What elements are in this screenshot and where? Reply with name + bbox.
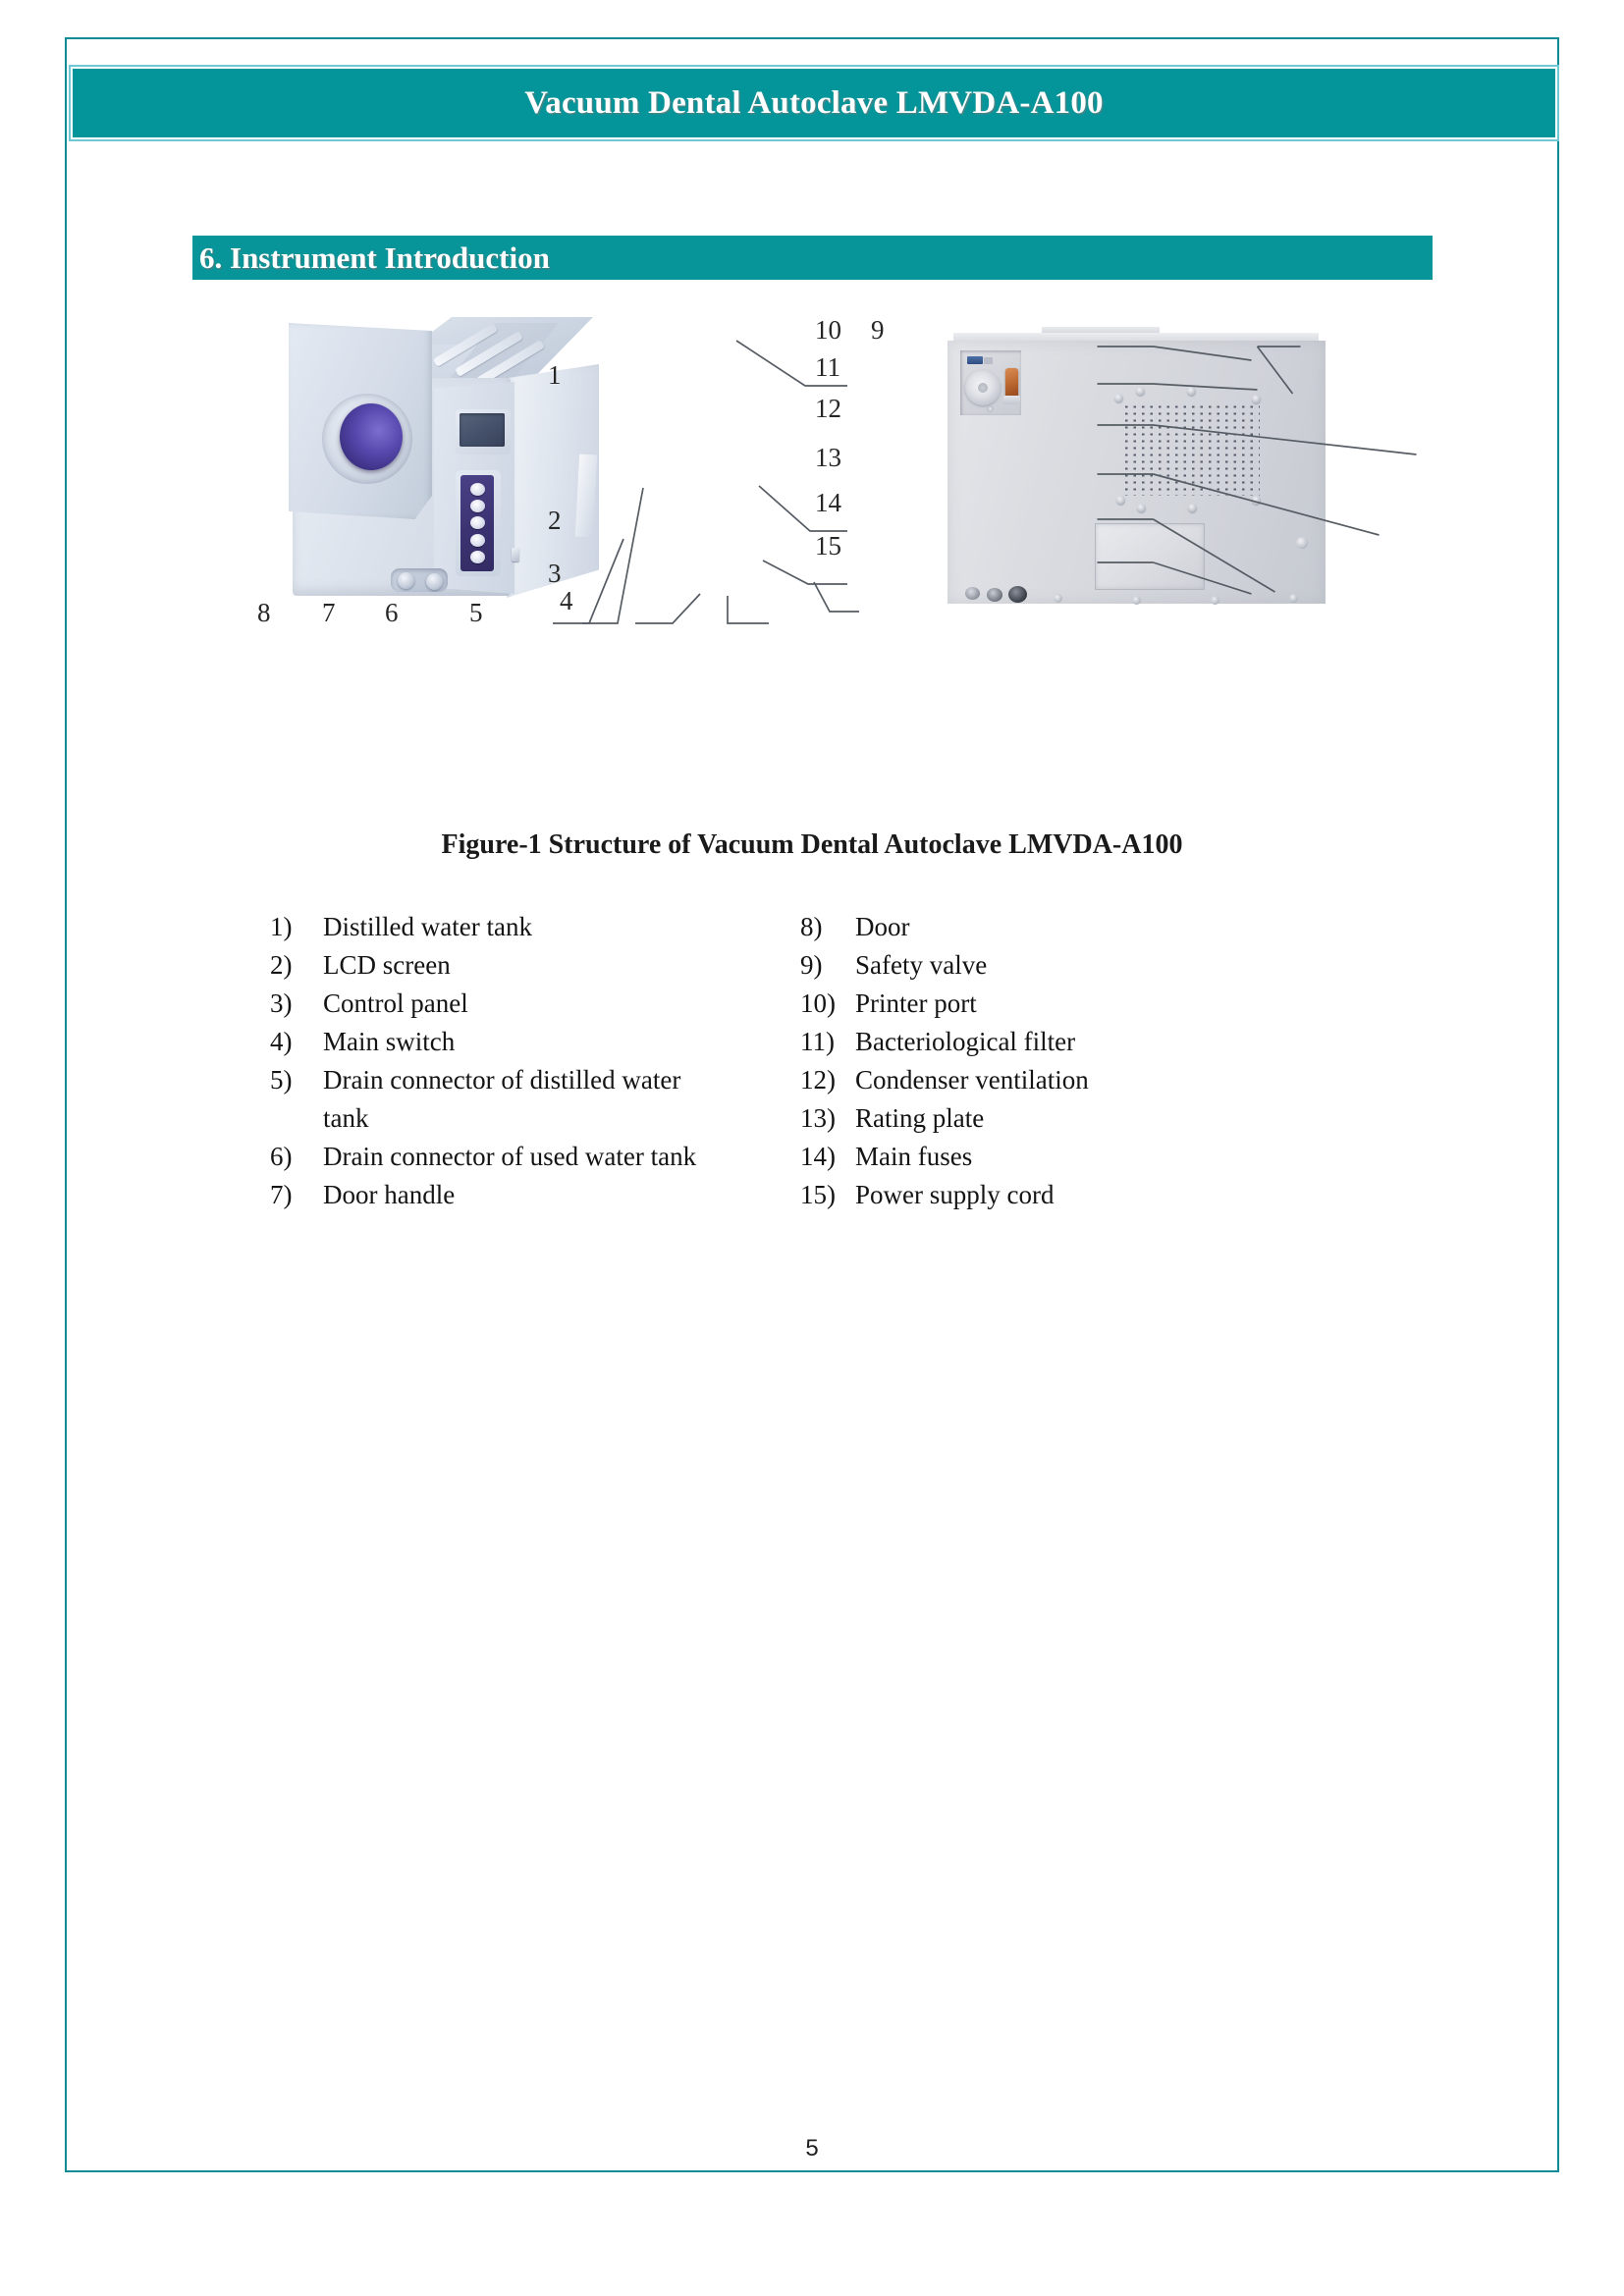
- front-callout-3: 3: [548, 559, 562, 588]
- rear-callout-10: 10: [815, 315, 841, 345]
- list-item-number: 4): [270, 1027, 293, 1056]
- list-item-label: Drain connector of used water tank: [323, 1142, 697, 1171]
- vent-screw: [1252, 496, 1261, 505]
- parts-list: [270, 908, 1350, 1214]
- front-callout-5: 5: [469, 598, 483, 627]
- front-callout-6: 6: [385, 598, 399, 627]
- rear-view-illustration: [800, 299, 1384, 790]
- rear-callout-13: 13: [815, 443, 841, 472]
- main-switch: [512, 548, 519, 561]
- list-item-label: Safety valve: [855, 950, 988, 980]
- list-item-number: 2): [270, 950, 293, 980]
- list-item-label: LCD screen: [323, 950, 451, 980]
- list-item-number: 8): [800, 912, 823, 941]
- page-number: 5: [805, 2135, 819, 2162]
- list-item: [270, 908, 731, 946]
- rear-callout-9: 9: [871, 315, 885, 345]
- document-header-bar: [73, 69, 1555, 137]
- list-item-label: Power supply cord: [855, 1180, 1055, 1209]
- rear-connector: [1008, 586, 1027, 603]
- list-item-number: 7): [270, 1180, 293, 1209]
- list-item-label: Drain connector of distilled water tank: [323, 1065, 681, 1133]
- rear-bay-knob: [987, 405, 994, 412]
- rear-bottom-screw: [1289, 594, 1298, 603]
- section-heading-text: 6. Instrument Introduction: [199, 240, 550, 275]
- list-item-number: 15): [800, 1180, 836, 1209]
- vent-screw: [1136, 387, 1145, 396]
- rear-callout-14: 14: [815, 488, 841, 517]
- control-panel-button: [470, 500, 485, 512]
- list-item: [800, 1061, 1213, 1099]
- lcd-screen: [460, 413, 505, 447]
- door-handle-window: [340, 403, 403, 470]
- rear-callout-15: 15: [815, 531, 841, 561]
- autoclave-front-unit: [283, 317, 617, 621]
- safety-valve: [1005, 368, 1018, 398]
- parts-list-right-column: [800, 908, 1213, 1214]
- list-item: [800, 1176, 1213, 1214]
- vent-screw: [1187, 387, 1196, 396]
- safety-valve-base: [1003, 396, 1020, 404]
- list-item-label: Door: [855, 912, 910, 941]
- list-item-number: 9): [800, 950, 823, 980]
- document-header: [69, 65, 1559, 141]
- front-callout-7: 7: [322, 598, 336, 627]
- list-item-label: Main fuses: [855, 1142, 973, 1171]
- list-item: [270, 1138, 731, 1176]
- list-item-label: Bacteriological filter: [855, 1027, 1076, 1056]
- list-item-number: 13): [800, 1103, 836, 1133]
- vent-screw: [1114, 394, 1123, 402]
- list-item: [270, 1061, 731, 1138]
- rear-side-screw: [1296, 537, 1308, 549]
- list-item-label: Door handle: [323, 1180, 456, 1209]
- drain-connector-used-water: [398, 572, 414, 589]
- section-heading-bar: [192, 236, 1433, 280]
- list-item-label: Printer port: [855, 988, 977, 1018]
- rear-bottom-screw: [1054, 594, 1062, 603]
- list-item: [800, 946, 1213, 985]
- list-item-number: 6): [270, 1142, 293, 1171]
- rear-callout-11: 11: [815, 352, 840, 382]
- list-item-number: 1): [270, 912, 293, 941]
- list-item-number: 12): [800, 1065, 836, 1095]
- control-panel-button: [470, 483, 485, 496]
- main-fuse-connector: [987, 588, 1002, 602]
- drain-connector-distilled-water: [426, 573, 443, 590]
- vent-screw: [1188, 504, 1197, 512]
- rear-bottom-screw: [1211, 596, 1219, 605]
- document-header-title: Vacuum Dental Autoclave LMVDA-A100: [524, 84, 1104, 121]
- control-panel: [460, 475, 494, 571]
- rear-callout-12: 12: [815, 394, 841, 423]
- bacteriological-filter: [965, 370, 1001, 405]
- vent-screw: [1137, 504, 1146, 512]
- printer-port: [967, 356, 983, 364]
- control-panel-button: [470, 551, 485, 563]
- list-item-number: 11): [800, 1027, 835, 1056]
- list-item: [270, 1176, 731, 1214]
- front-callout-2: 2: [548, 506, 562, 535]
- list-item: [800, 1023, 1213, 1061]
- condenser-ventilation-grid: [1120, 401, 1260, 496]
- list-item: [800, 985, 1213, 1023]
- list-item: [800, 1138, 1213, 1176]
- list-item-label: Control panel: [323, 988, 468, 1018]
- front-callout-8: 8: [257, 598, 271, 627]
- list-item-number: 14): [800, 1142, 836, 1171]
- power-supply-cord-connector: [965, 587, 980, 600]
- list-item-number: 3): [270, 988, 293, 1018]
- vent-screw: [1252, 395, 1261, 403]
- rear-bottom-screw: [1132, 596, 1141, 605]
- list-item-label: Condenser ventilation: [855, 1065, 1089, 1095]
- list-item: [270, 946, 731, 985]
- rating-plate: [1095, 523, 1205, 590]
- front-callout-1: 1: [548, 360, 562, 390]
- list-item-label: Rating plate: [855, 1103, 985, 1133]
- control-panel-button: [470, 516, 485, 529]
- figure-caption: Figure-1 Structure of Vacuum Dental Autoclave LMVDA-A100: [441, 829, 1183, 860]
- list-item: [270, 985, 731, 1023]
- list-item-label: Distilled water tank: [323, 912, 532, 941]
- list-item-number: 10): [800, 988, 836, 1018]
- list-item: [800, 1099, 1213, 1138]
- parts-list-left-column: [270, 908, 731, 1214]
- front-callout-4: 4: [560, 586, 573, 615]
- printer-port-plate: [984, 357, 993, 364]
- list-item: [270, 1023, 731, 1061]
- list-item: [800, 908, 1213, 946]
- vent-screw: [1116, 496, 1125, 505]
- list-item-number: 5): [270, 1065, 293, 1095]
- control-panel-button: [470, 534, 485, 547]
- list-item-label: Main switch: [323, 1027, 456, 1056]
- figure-1: [236, 299, 1384, 790]
- front-view-illustration: [236, 299, 785, 790]
